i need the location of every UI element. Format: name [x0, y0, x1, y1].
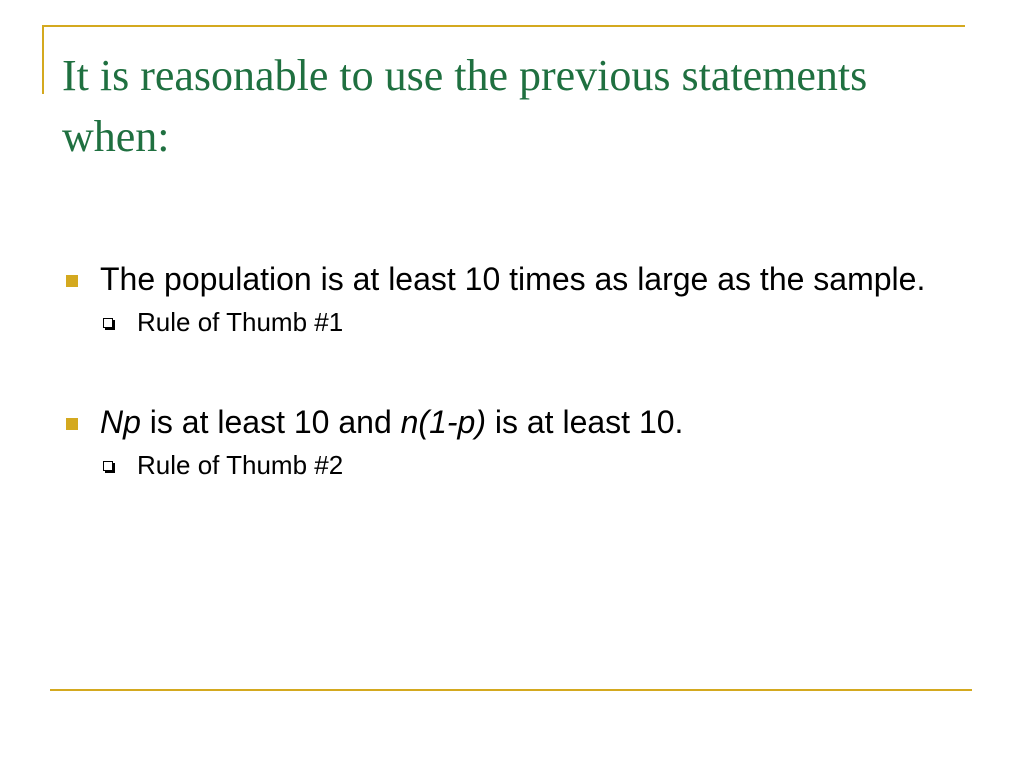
bullet-1-text: The population is at least 10 times as large as the sample. [100, 261, 926, 297]
sub-bullet-2 [60, 448, 960, 482]
bullet-group-2 [60, 396, 960, 482]
bullet-2-mid: is at least 10 and [140, 404, 401, 440]
sub-bullet-1-text: Rule of Thumb #1 [137, 307, 344, 337]
slide-body [60, 253, 960, 482]
square-bullet-icon [66, 275, 78, 287]
slide-title: It is reasonable to use the previous statements when: [62, 51, 868, 161]
bullet-2-end: is at least 10. [485, 404, 684, 440]
frame-bottom-line [50, 689, 972, 691]
sub-bullet-1 [60, 305, 960, 339]
sub-bullet-2-text: Rule of Thumb #2 [137, 450, 344, 480]
bullet-2-np: Np [100, 404, 141, 440]
bullet-group-1 [60, 253, 960, 339]
square-bullet-icon [66, 418, 78, 430]
bullet-1 [60, 253, 960, 305]
frame-top-line [43, 25, 965, 27]
bullet-2-n1p: n(1-p) [400, 404, 486, 440]
hollow-square-bullet-icon [103, 461, 113, 471]
hollow-square-bullet-icon [103, 318, 113, 328]
bullet-2 [60, 396, 960, 448]
frame-left-line [42, 25, 44, 94]
